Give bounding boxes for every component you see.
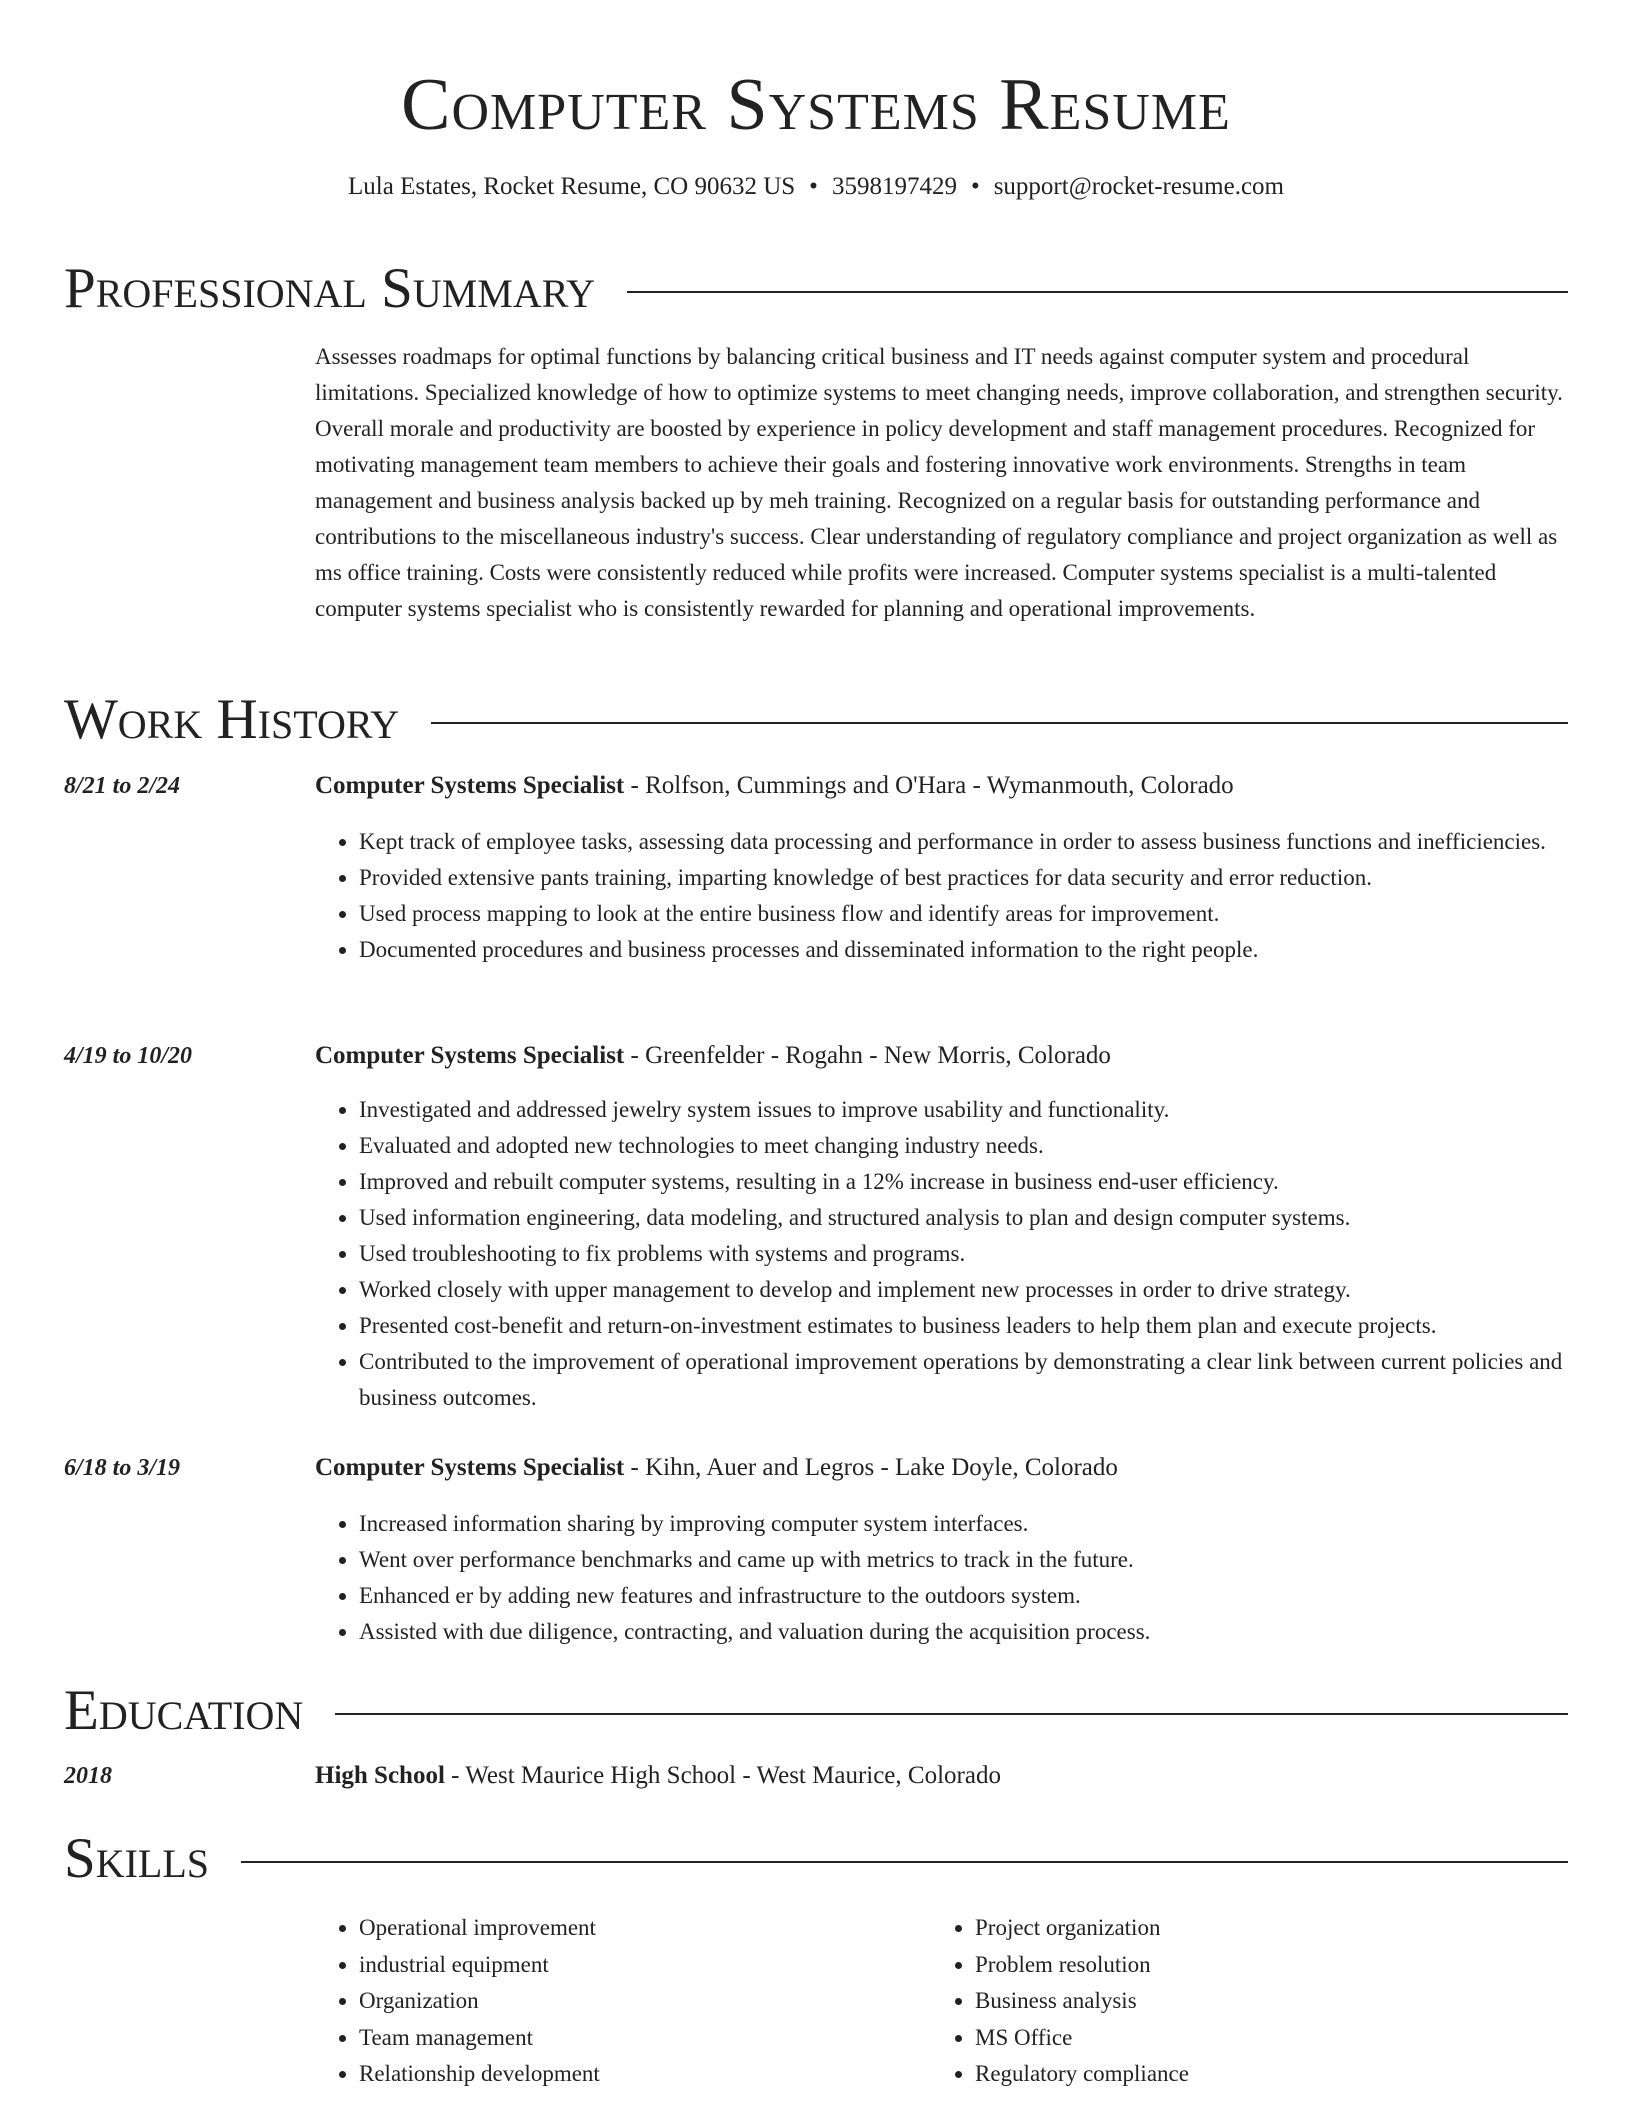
job-bullet: • Increased information sharing by improving computer system interfaces.: [359, 1506, 1568, 1542]
job-details: - Rolfson, Cummings and O'Hara - Wymanmouth, Colorado: [624, 772, 1234, 799]
skill-item: • Regulatory compliance: [975, 2056, 1189, 2093]
job-dates: 4/19 to 10/20: [64, 1043, 193, 1069]
summary-text: Assesses roadmaps for optimal functions by balancing critical business and IT needs against computer system and procedural limitations. Specialized knowledge of how to optimize systems to meet changing needs, improve collaboration, and strengthen security. Overall morale and productivity are boosted by experience in policy development and staff management procedures. Recognized for motivating management team members to achieve their goals and fostering innovative work environments. Strengths in team management and business analysis backed up by meh training. Recognized on a regular basis for outstanding performance and contributions to the miscellaneous industry's success. Clear understanding of regulatory compliance and project organization as well as ms office training. Costs were consistently reduced while profits were increased. Computer systems specialist is a multi-talented computer systems specialist who is consistently rewarded for planning and operational improvements.: [315, 344, 1563, 621]
job-heading: [315, 1452, 1568, 1484]
job-heading: [315, 1040, 1568, 1072]
job-bullet: • Enhanced er by adding new features and infrastructure to the outdoors system.: [359, 1578, 1568, 1614]
job-heading: [315, 770, 1568, 802]
job-details: - Kihn, Auer and Legros - Lake Doyle, Colorado: [624, 1454, 1118, 1481]
contact-separator: •: [809, 173, 818, 200]
job-bullets: [315, 824, 1568, 968]
job-bullet: • Evaluated and adopted new technologies to meet changing industry needs.: [359, 1128, 1568, 1164]
job-bullet: • Contributed to the improvement of operational improvement operations by demonstrating a clear link between current policies and business outcomes.: [359, 1344, 1568, 1416]
job-bullets: [315, 1092, 1568, 1416]
skill-item: • Project organization: [975, 1910, 1189, 1947]
skills-heading: Skills: [64, 1827, 210, 1890]
summary-heading: Professional Summary: [64, 257, 596, 320]
resume-name: Computer Systems Resume: [401, 64, 1231, 146]
education-degree: High School: [315, 1762, 445, 1789]
job-bullet: • Went over performance benchmarks and came up with metrics to track in the future.: [359, 1542, 1568, 1578]
contact-phone: 3598197429: [831, 173, 957, 200]
job-bullet: • Improved and rebuilt computer systems, resulting in a 12% increase in business end-user efficiency.: [359, 1164, 1568, 1200]
section-divider: [335, 1713, 1568, 1715]
job-bullet: • Kept track of employee tasks, assessing data processing and performance in order to assess business functions and inefficiencies.: [359, 824, 1568, 860]
education-heading: Education: [64, 1679, 304, 1742]
section-divider: [627, 291, 1568, 293]
education-section-header: [64, 1680, 1568, 1742]
job-bullet: • Used information engineering, data modeling, and structured analysis to plan and design computer systems.: [359, 1200, 1568, 1236]
skill-item: • MS Office: [975, 2020, 1189, 2057]
job-bullet: • Provided extensive pants training, imparting knowledge of best practices for data security and error reduction.: [359, 860, 1568, 896]
contact-line: [0, 172, 1632, 202]
education-year: 2018: [64, 1763, 112, 1789]
skills-list-right: [931, 1910, 1189, 2093]
job-bullet: • Documented procedures and business processes and disseminated information to the right people.: [359, 932, 1568, 968]
skill-item: • Organization: [359, 1983, 600, 2020]
job-details: - Greenfelder - Rogahn - New Morris, Colorado: [624, 1042, 1111, 1069]
work-heading: Work History: [64, 688, 400, 751]
job-bullet: • Assisted with due diligence, contracting, and valuation during the acquisition process.: [359, 1614, 1568, 1650]
job-dates: 8/21 to 2/24: [64, 773, 181, 799]
contact-address: Lula Estates, Rocket Resume, CO 90632 US: [348, 173, 796, 200]
skill-item: • Team management: [359, 2020, 600, 2057]
skills-list-left: [315, 1910, 600, 2093]
job-title: Computer Systems Specialist: [315, 772, 625, 799]
job-bullets: [315, 1506, 1568, 1650]
summary-section-header: [64, 258, 1568, 320]
skills-section-header: [64, 1828, 1568, 1890]
job-bullet: • Investigated and addressed jewelry system issues to improve usability and functionality.: [359, 1092, 1568, 1128]
skill-item: • Business analysis: [975, 1983, 1189, 2020]
job-dates: 6/18 to 3/19: [64, 1455, 181, 1481]
section-divider: [241, 1861, 1568, 1863]
job-bullet: • Used process mapping to look at the entire business flow and identify areas for improvement.: [359, 896, 1568, 932]
education-details: - West Maurice High School - West Maurice, Colorado: [444, 1762, 1001, 1789]
section-divider: [431, 722, 1568, 724]
skill-item: • industrial equipment: [359, 1947, 600, 1984]
job-bullet: • Worked closely with upper management to develop and implement new processes in order to drive strategy.: [359, 1272, 1568, 1308]
skill-item: • Relationship development: [359, 2056, 600, 2093]
skill-item: • Operational improvement: [359, 1910, 600, 1947]
work-section-header: [64, 689, 1568, 751]
job-bullet: • Used troubleshooting to fix problems with systems and programs.: [359, 1236, 1568, 1272]
job-bullet: • Presented cost-benefit and return-on-investment estimates to business leaders to help them plan and execute projects.: [359, 1308, 1568, 1344]
contact-separator: •: [970, 173, 980, 200]
job-title: Computer Systems Specialist: [315, 1042, 625, 1069]
education-heading-line: [315, 1760, 1568, 1792]
contact-email: support@rocket-resume.com: [993, 173, 1284, 200]
skill-item: • Problem resolution: [975, 1947, 1189, 1984]
job-title: Computer Systems Specialist: [315, 1454, 625, 1481]
